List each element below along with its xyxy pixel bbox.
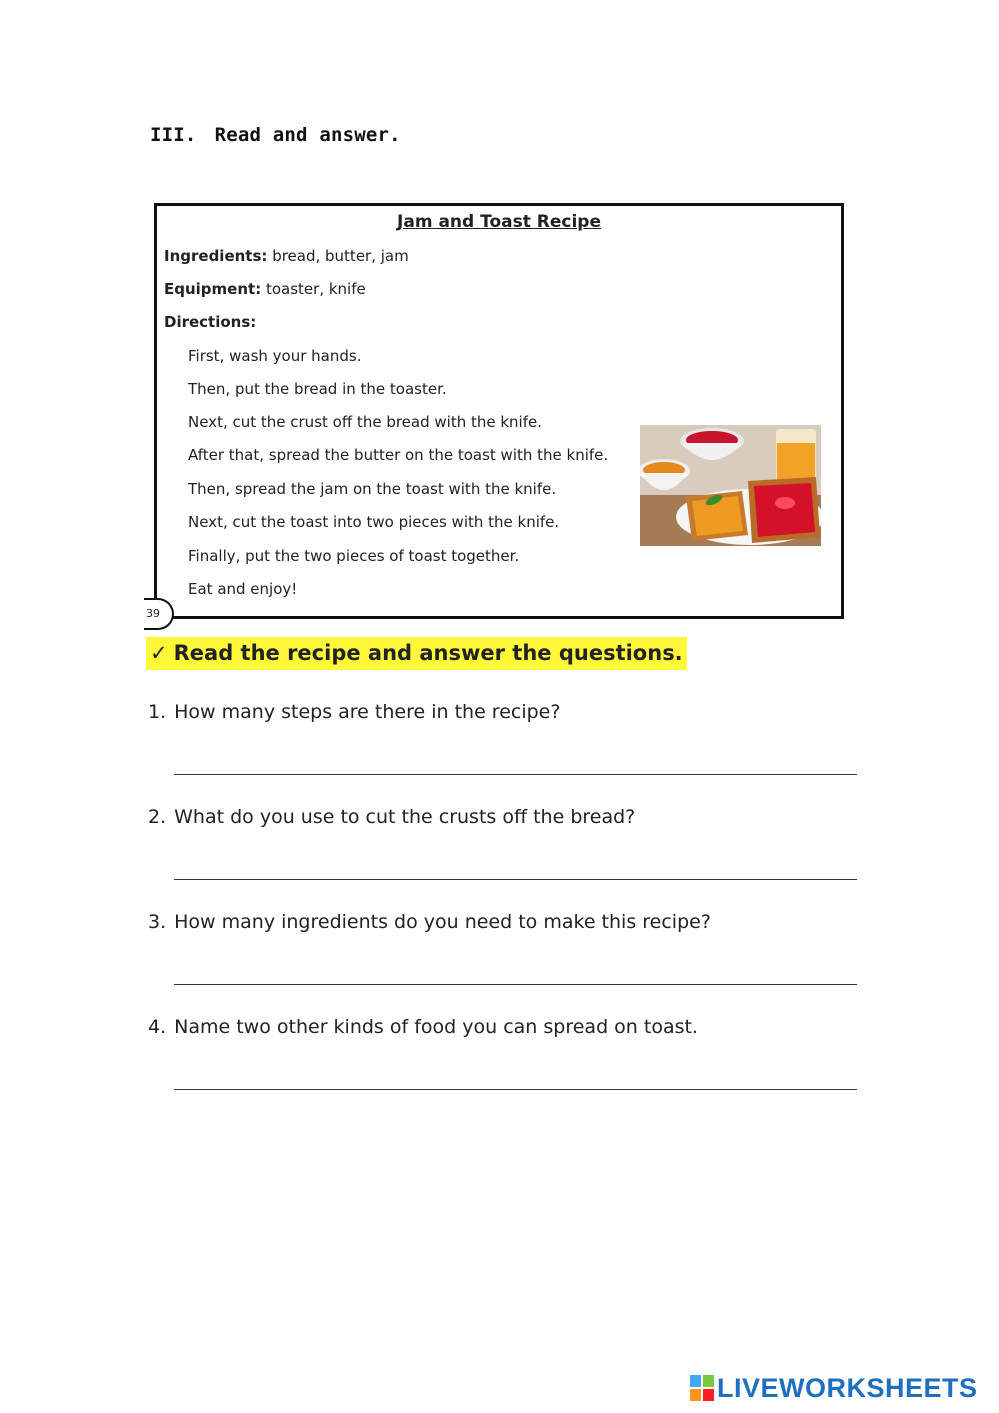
question-4 [148,1016,698,1038]
instruction-text: Read the recipe and answer the questions. [173,641,683,665]
jam-toast-photo [640,425,821,546]
question-number: 1. [148,701,167,723]
question-number: 3. [148,911,167,933]
section-heading [150,124,401,146]
recipe-title: Jam and Toast Recipe [397,212,601,232]
question-text: How many steps are there in the recipe? [174,701,561,723]
question-text: What do you use to cut the crusts off the bread? [174,806,636,828]
question-number: 2. [148,806,167,828]
liveworksheets-logo [690,1372,978,1404]
direction-step: Then, put the bread in the toaster. [188,380,447,398]
answer-line-2[interactable] [174,879,857,880]
answer-line-4[interactable] [174,1089,857,1090]
question-1 [148,701,560,723]
direction-step: First, wash your hands. [188,347,362,365]
recipe-box [154,203,844,619]
answer-line-1[interactable] [174,774,857,775]
ingredients-value: bread, butter, jam [272,247,409,265]
page-number-tab [144,598,174,630]
equipment-label: Equipment: [164,280,262,298]
direction-step: After that, spread the butter on the toast with the knife. [188,446,609,464]
ingredients-line [164,247,409,265]
brand-text: LIVEWORKSHEETS [717,1372,978,1403]
question-3 [148,911,711,933]
instruction-banner [146,637,687,670]
equipment-value: toaster, knife [265,280,366,298]
page-number: 39 [146,607,160,620]
direction-step: Finally, put the two pieces of toast together. [188,547,520,565]
section-title: Read and answer. [214,124,401,146]
question-text: How many ingredients do you need to make this recipe? [174,911,711,933]
liveworksheets-logo-icon [690,1375,714,1401]
section-number: III. [150,124,197,146]
answer-line-3[interactable] [174,984,857,985]
check-icon: ✓ [150,641,168,665]
question-number: 4. [148,1016,167,1038]
direction-step: Then, spread the jam on the toast with the knife. [188,480,557,498]
question-2 [148,806,635,828]
directions-label: Directions: [164,313,257,331]
directions-line [164,313,256,331]
direction-step: Next, cut the toast into two pieces with the knife. [188,513,560,531]
ingredients-label: Ingredients: [164,247,268,265]
question-text: Name two other kinds of food you can spread on toast. [174,1016,698,1038]
direction-step: Eat and enjoy! [188,580,298,598]
direction-step: Next, cut the crust off the bread with the knife. [188,413,543,431]
equipment-line [164,280,366,298]
